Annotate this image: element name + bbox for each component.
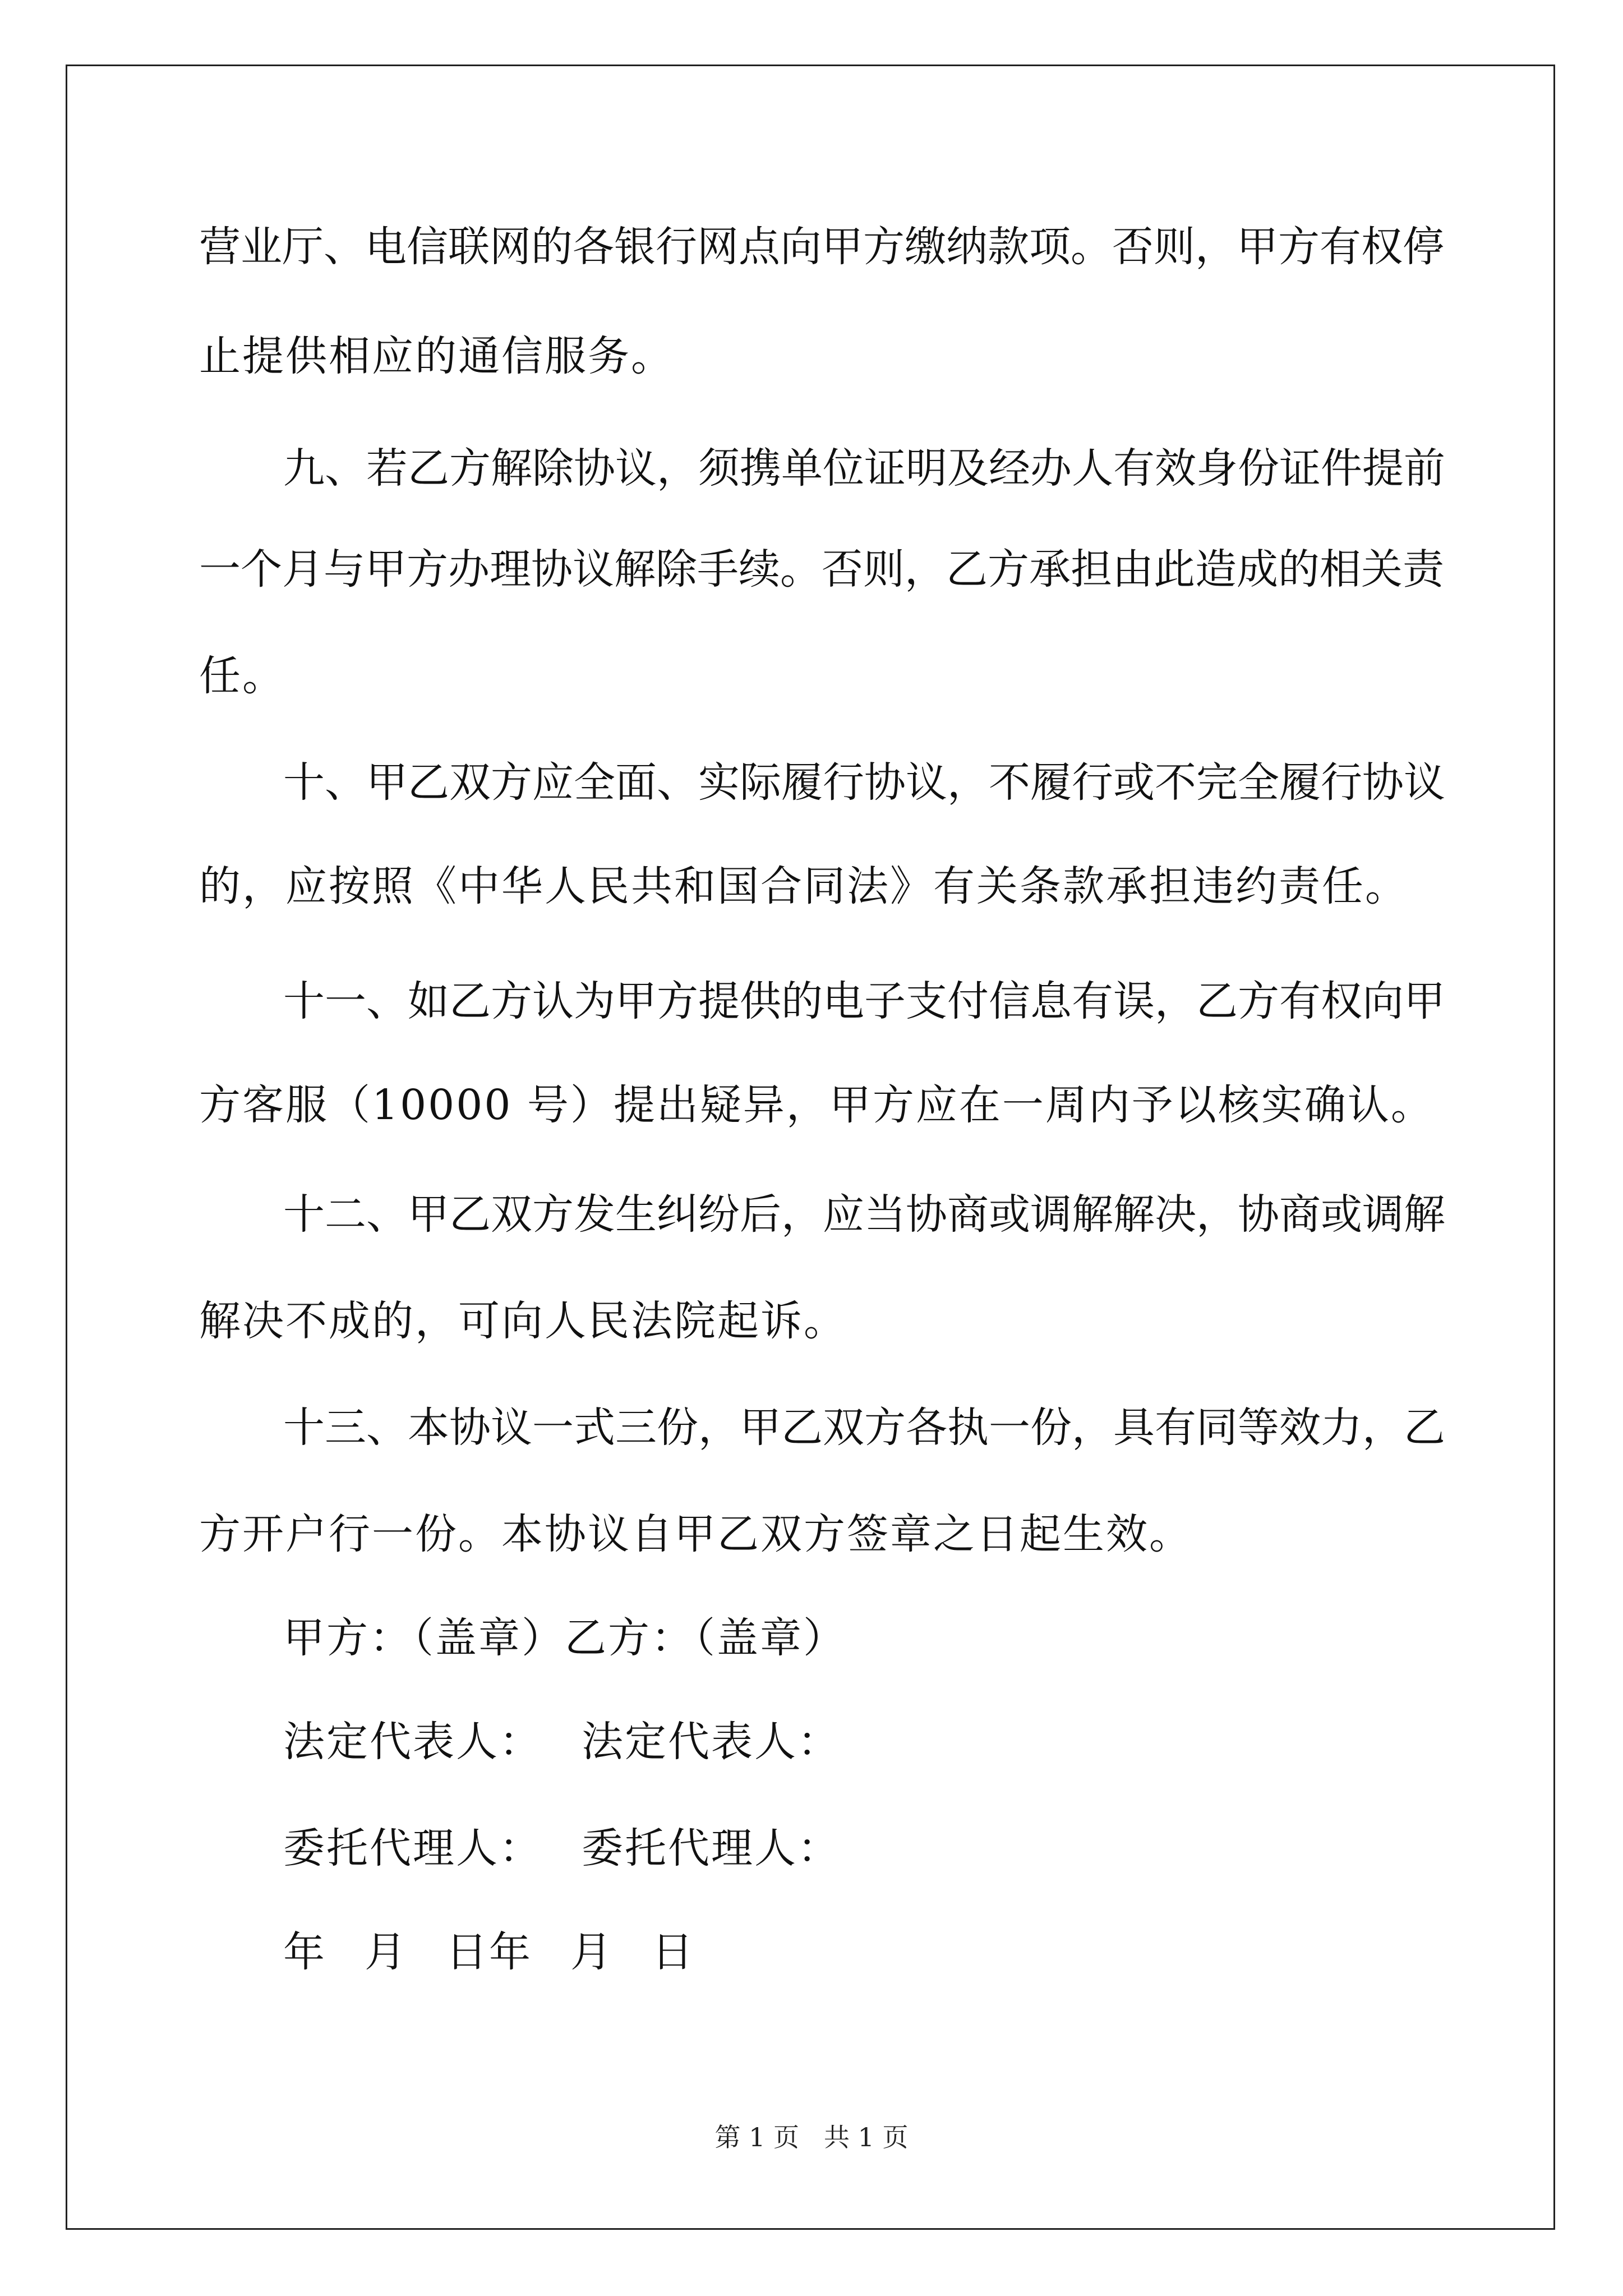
paragraph-line: 营业厅、电信联网的各银行网点向甲方缴纳款项。否则，甲方有权停 [199, 223, 1444, 271]
paragraph-line: 十二、甲乙双方发生纠纷后，应当协商或调解解决，协商或调解 [283, 1190, 1445, 1239]
party-b-agent-label: 委托代理人： [582, 1824, 841, 1872]
page-total: 共 1 页 [824, 2122, 909, 2152]
signature-representatives [283, 1714, 841, 1770]
page-number: 第 1 页 [714, 2122, 799, 2152]
signature-agents [283, 1820, 841, 1876]
paragraph-line: 十一、如乙方认为甲方提供的电子支付信息有误，乙方有权向甲 [283, 977, 1445, 1025]
page-border [66, 65, 1555, 2230]
paragraph-line: 一个月与甲方办理协议解除手续。否则，乙方承担由此造成的相关责 [199, 545, 1444, 593]
party-a-representative-label: 法定代表人： [283, 1718, 542, 1766]
date-day-b: 日 [652, 1928, 695, 1976]
party-b-representative-label: 法定代表人： [582, 1718, 841, 1766]
page-footer [0, 2120, 1623, 2154]
signature-date [283, 1924, 695, 1980]
paragraph-line: 任。 [199, 652, 285, 700]
paragraph-line: 十、甲乙双方应全面、实际履行协议，不履行或不完全履行协议 [283, 758, 1445, 807]
signature-parties [283, 1610, 846, 1666]
paragraph-line: 九、若乙方解除协议，须携单位证明及经办人有效身份证件提前 [283, 444, 1445, 493]
party-b-seal-label: 乙方：（盖章） [565, 1614, 846, 1662]
paragraph-line: 方客服（10000 号）提出疑异，甲方应在一周内予以核实确认。 [199, 1081, 1434, 1129]
date-month-b: 月 [570, 1928, 614, 1976]
party-a-seal-label: 甲方：（盖章） [283, 1614, 565, 1662]
paragraph-line: 止提供相应的通信服务。 [199, 332, 674, 380]
date-year-a: 年 [283, 1928, 326, 1976]
date-month-a: 月 [365, 1928, 408, 1976]
paragraph-line: 的，应按照《中华人民共和国合同法》有关条款承担违约责任。 [199, 862, 1408, 910]
paragraph-line: 方开户行一份。本协议自甲乙双方签章之日起生效。 [199, 1510, 1192, 1558]
party-a-agent-label: 委托代理人： [283, 1824, 542, 1872]
paragraph-line: 解决不成的，可向人民法院起诉。 [199, 1297, 847, 1345]
paragraph-line: 十三、本协议一式三份，甲乙双方各执一份，具有同等效力，乙 [283, 1404, 1445, 1452]
date-day-a-year-b: 日年 [446, 1928, 532, 1976]
